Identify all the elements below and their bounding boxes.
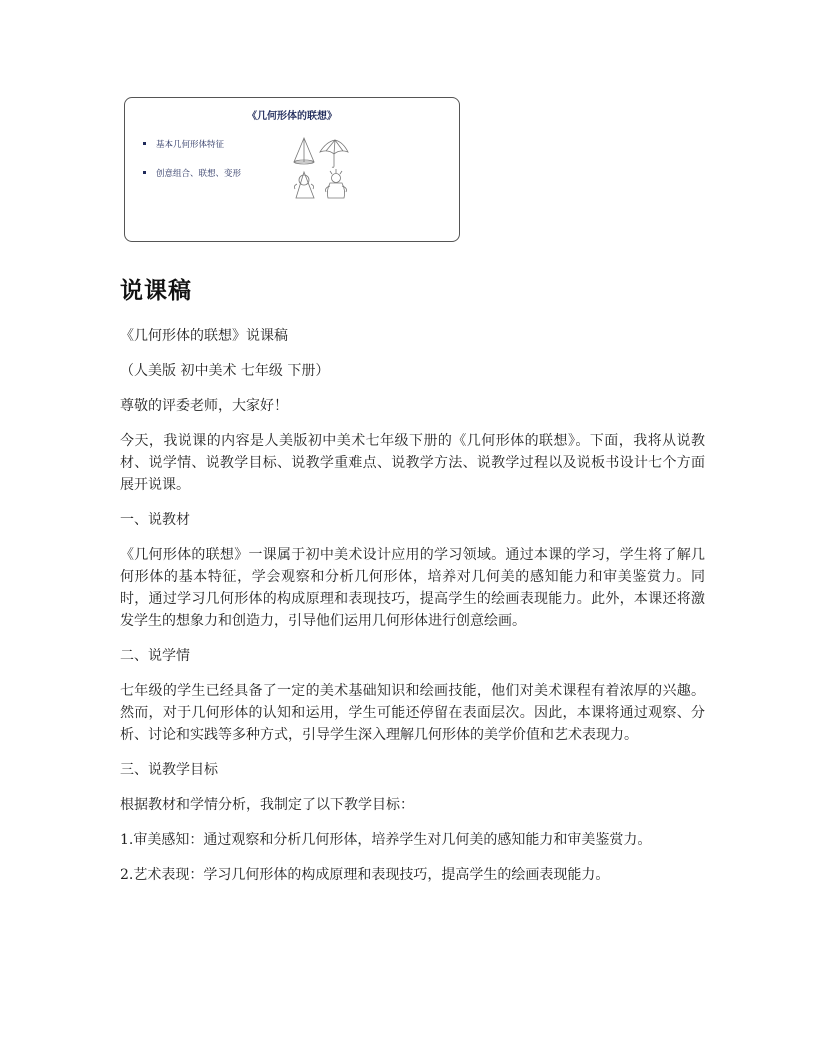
geometric-sketch-illustration xyxy=(290,136,362,206)
intro-paragraph: 今天，我说课的内容是人美版初中美术七年级下册的《几何形体的联想》。下面，我将从说教材、说学情、说教学目标、说教学重难点、说教学方法、说教学过程以及说板书设计七个方面展开说课。 xyxy=(120,433,705,493)
slide-bullet xyxy=(143,167,241,179)
section-heading-objectives: 三、说教学目标 xyxy=(120,762,218,778)
textbook-paragraph: 《几何形体的联想》一课属于初中美术设计应用的学习领域。通过本课的学习，学生将了解几何形体的基本特征，学会观察和分析几何形体，培养对几何美的感知能力和审美鉴赏力。同时，通过学习几何形体的构成原理和表现技巧，提高学生的绘画表现能力。此外，本课还将激发学生的想象力和创造力，引导他们运用几何形体进行创意绘画。 xyxy=(120,547,705,629)
slide-title: 《几何形体的联想》 xyxy=(247,111,337,122)
figure-sketch-icon xyxy=(332,174,341,183)
objective-item: 1.审美感知：通过观察和分析几何形体，培养学生对几何美的感知能力和审美鉴赏力。 xyxy=(120,832,652,848)
slide-thumbnail xyxy=(124,97,460,242)
edition-line: （人美版 初中美术 七年级 下册） xyxy=(120,363,330,379)
document-body xyxy=(120,325,705,899)
objectives-intro-paragraph: 根据教材和学情分析，我制定了以下教学目标： xyxy=(120,797,414,813)
bullet-dot-icon xyxy=(143,142,146,145)
slide-bullet xyxy=(143,138,224,150)
section-heading-students: 二、说学情 xyxy=(120,648,190,664)
slide-bullet-text: 创意组合、联想、变形 xyxy=(156,169,242,179)
doc-title-line: 《几何形体的联想》说课稿 xyxy=(120,328,288,344)
bullet-dot-icon xyxy=(143,171,146,174)
objective-item: 2.艺术表现：学习几何形体的构成原理和表现技巧，提高学生的绘画表现能力。 xyxy=(120,867,610,883)
students-paragraph: 七年级的学生已经具备了一定的美术基础知识和绘画技能，他们对美术课程有着浓厚的兴趣。然而，对于几何形体的认知和运用，学生可能还停留在表面层次。因此，本课将通过观察、分析、讨论和实践等多种方式，引导学生深入理解几何形体的美学价值和艺术表现力。 xyxy=(120,683,705,743)
section-heading-textbook: 一、说教材 xyxy=(120,512,190,528)
greeting-paragraph: 尊敬的评委老师，大家好！ xyxy=(120,398,288,414)
slide-bullet-text: 基本几何形体特征 xyxy=(156,140,225,150)
page-heading: 说课稿 xyxy=(120,278,192,304)
